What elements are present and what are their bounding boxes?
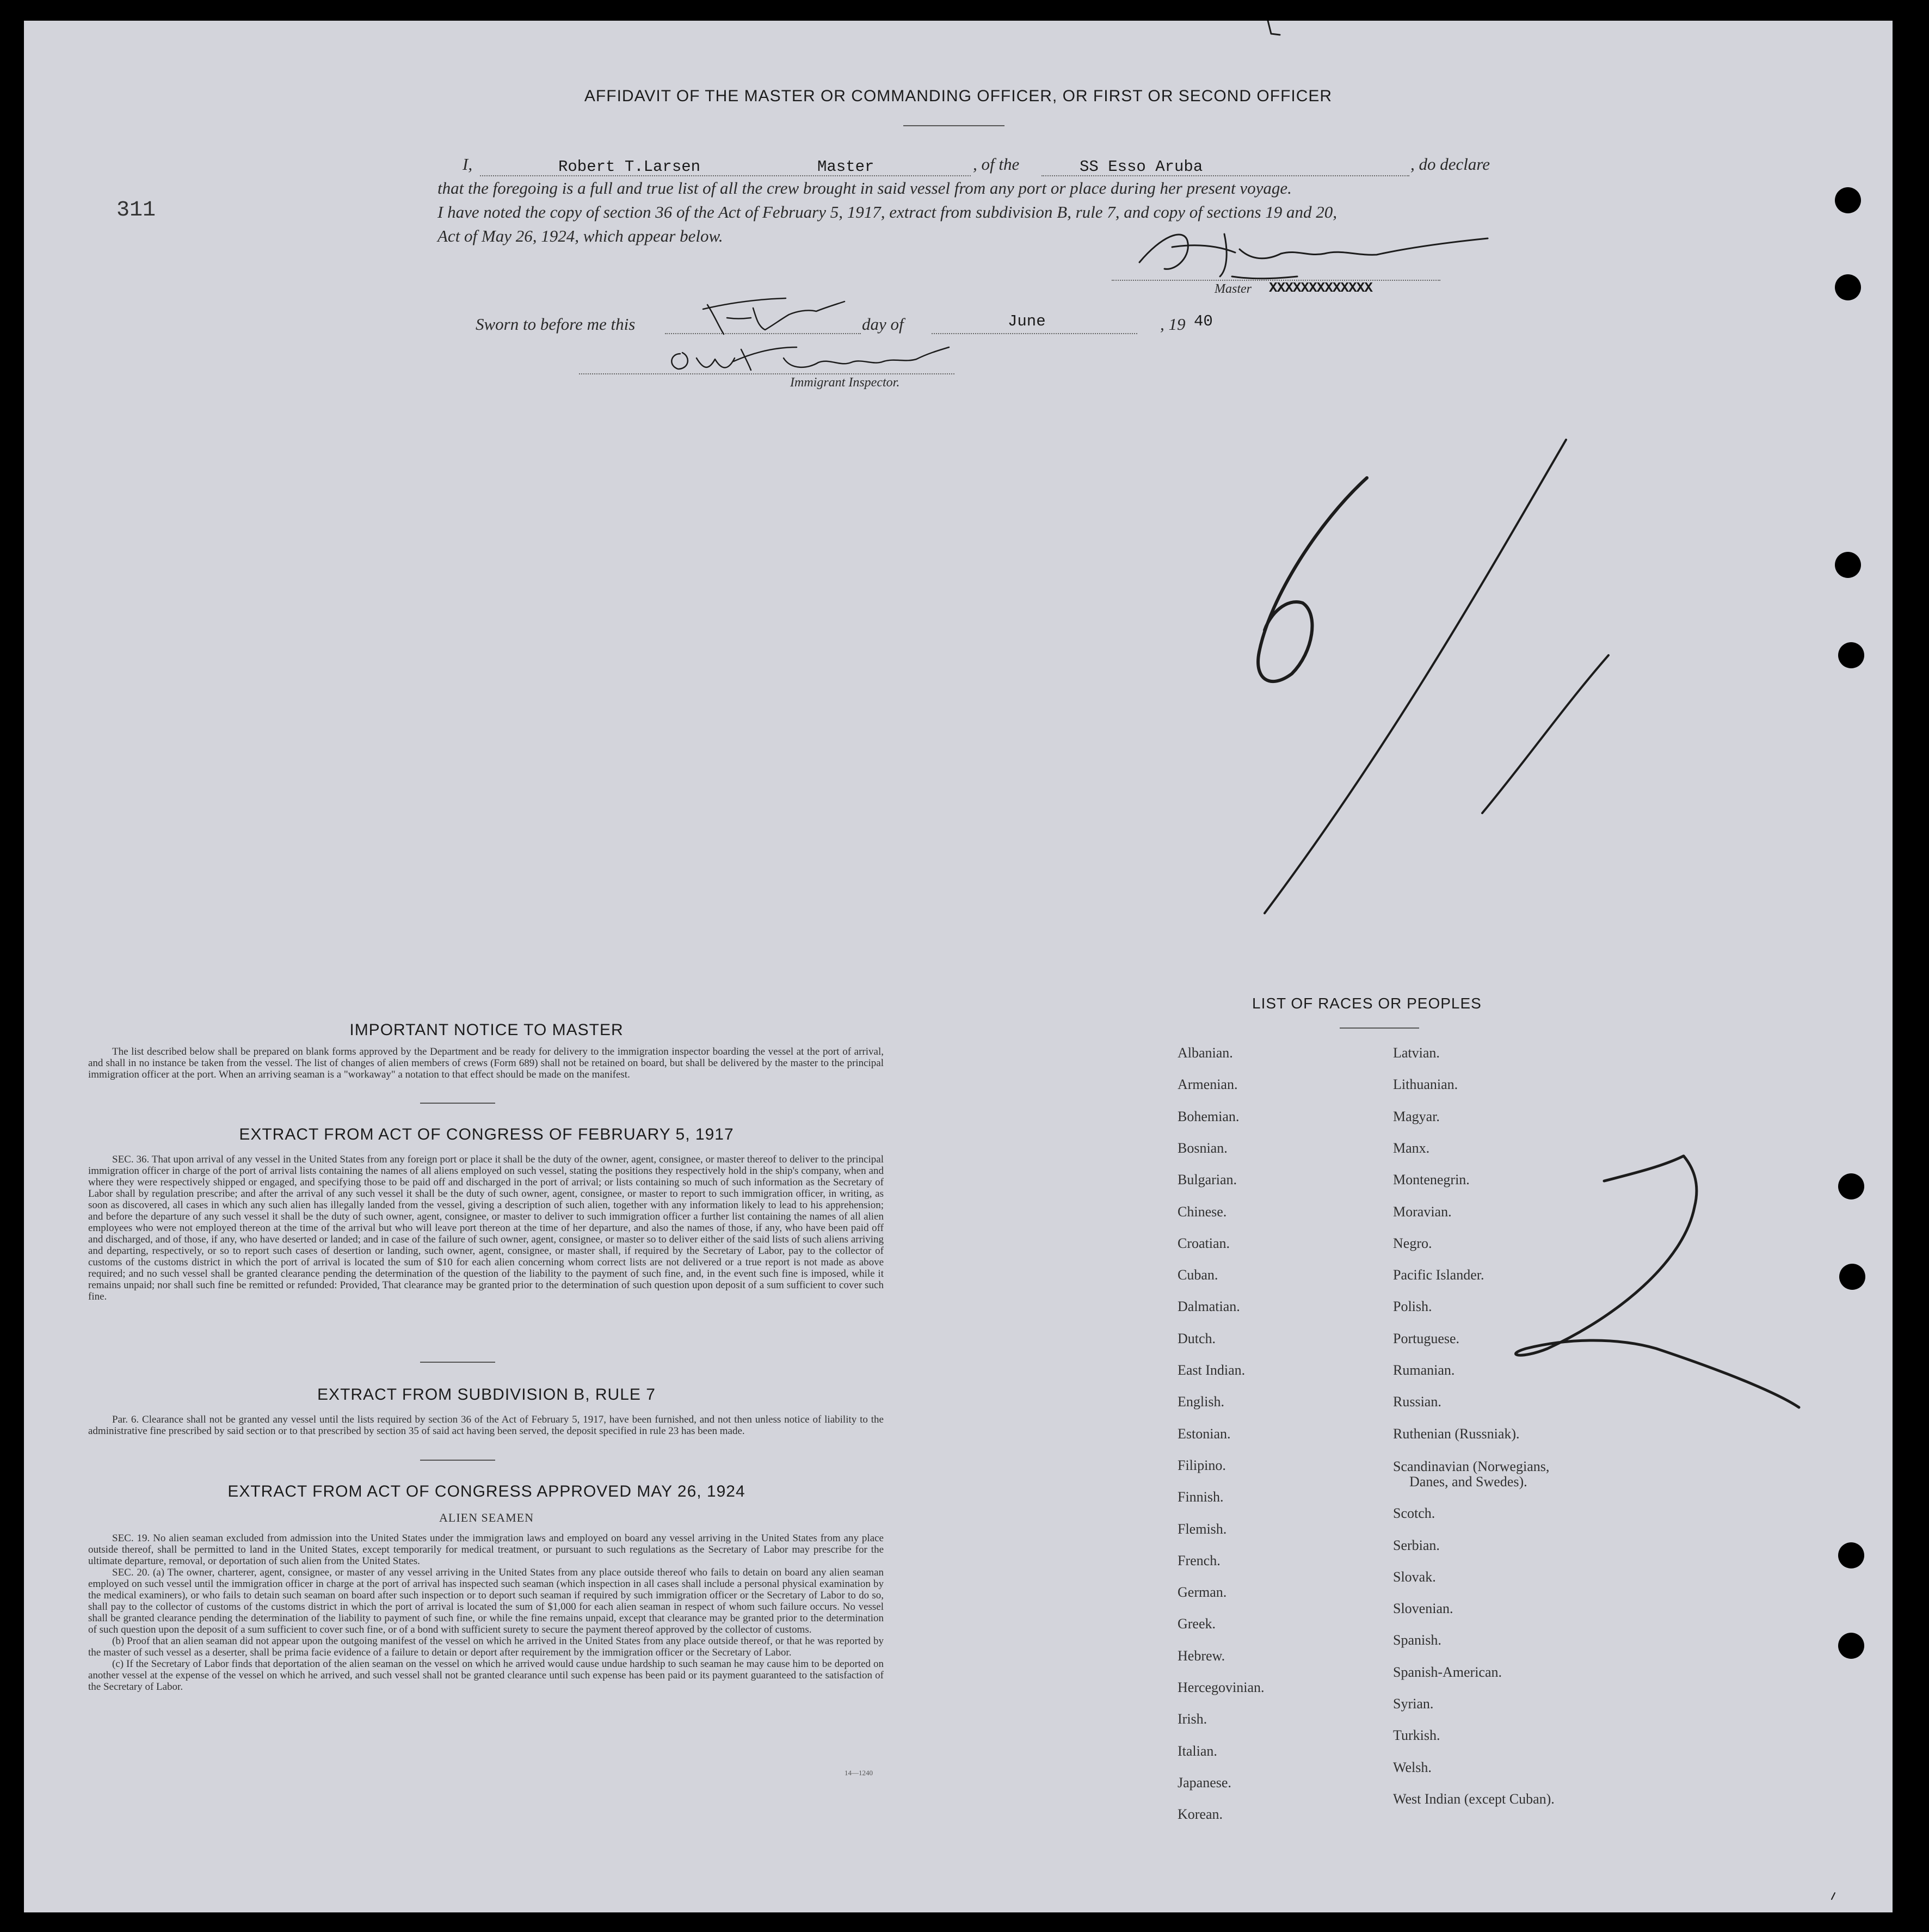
race-item: Spanish-American. bbox=[1393, 1664, 1502, 1680]
punch-hole bbox=[1835, 187, 1861, 213]
master-rank: Master bbox=[817, 158, 874, 176]
i-label: I, bbox=[463, 155, 473, 174]
inspector-caption: Immigrant Inspector. bbox=[790, 376, 900, 390]
race-item: Scotch. bbox=[1393, 1505, 1435, 1522]
handwritten-6 bbox=[1258, 478, 1367, 681]
declaration-line-2: that the foregoing is a full and true list of all the crew brought in said vessel from any port or place during her present voyage. bbox=[437, 179, 1292, 198]
race-item: Irish. bbox=[1178, 1711, 1207, 1727]
race-item: Russian. bbox=[1393, 1394, 1441, 1410]
declaration-line-4: Act of May 26, 1924, which appear below. bbox=[437, 226, 723, 245]
of-the-label: , of the bbox=[973, 155, 1020, 174]
race-item: Welsh. bbox=[1393, 1759, 1432, 1775]
document-page bbox=[24, 21, 1893, 1912]
race-item: Bohemian. bbox=[1178, 1108, 1240, 1124]
race-item: French. bbox=[1178, 1552, 1221, 1568]
race-item: Negro. bbox=[1393, 1235, 1432, 1251]
race-item: Polish. bbox=[1393, 1299, 1432, 1315]
punch-hole bbox=[1838, 642, 1864, 668]
master-name: Robert T.Larsen bbox=[558, 158, 701, 176]
notice-title: IMPORTANT NOTICE TO MASTER bbox=[349, 1021, 624, 1039]
sec20c-text: (c) If the Secretary of Labor finds that deportation of the alien seaman on the vessel on which he arrived would cause undue hardship to such seaman he may cause him to be deported on another vessel at the expense of the vessel on which he arrived, and such vessel shall not be granted clearance until such expense has been paid or its payment guaranteed to the satisfaction of the Secretary of Labor. bbox=[88, 1658, 884, 1693]
sec20a-text: SEC. 20. (a) The owner, charterer, agent, consignee, or master of any vessel arriving in the United States from any place outside thereof who fails to detain on board any alien seaman employed on such vessel until the immigration officer in charge at the port of arrival has inspected such seaman (which inspection in all cases shall include a personal physical examination by the medical examiners), or who fails to detain such seaman on board after such inspection or to deport such seaman if required by such immigration officer or the Secretary of Labor to do so, shall pay to the collector of customs of the customs district in which the port of arrival is located the sum of $1,000 for each alien seaman in respect of whom such failure occurs. No vessel shall be granted clearance pending the determination of the liability to payment of such fine, or while the fine remains unpaid, except that clearance may be granted prior to the determination of such question upon the deposit of a sum sufficient to cover such fine, or of a bond with sufficient surety to secure the payment thereof approved by the collector of customs. bbox=[88, 1567, 884, 1635]
punch-hole bbox=[1838, 1633, 1864, 1659]
race-item: Bosnian. bbox=[1178, 1140, 1228, 1156]
race-item: West Indian (except Cuban). bbox=[1393, 1791, 1555, 1807]
handwritten-1 bbox=[1482, 655, 1608, 813]
sworn-label: Sworn to before me this bbox=[476, 315, 636, 334]
race-item: Korean. bbox=[1178, 1806, 1223, 1823]
race-item: Turkish. bbox=[1393, 1727, 1440, 1744]
master-caption: Master bbox=[1215, 282, 1252, 296]
races-title: LIST OF RACES OR PEOPLES bbox=[1252, 995, 1482, 1012]
punch-hole bbox=[1839, 1264, 1865, 1290]
sworn-month: June bbox=[1008, 312, 1046, 330]
page-mark: 311 bbox=[116, 198, 156, 223]
race-item: Danes, and Swedes). bbox=[1409, 1473, 1527, 1490]
race-item: Lithuanian. bbox=[1393, 1076, 1458, 1093]
struck-title: XXXXXXXXXXXXX bbox=[1269, 280, 1372, 296]
punch-hole bbox=[1835, 552, 1861, 578]
race-item: Estonian. bbox=[1178, 1425, 1231, 1442]
race-item: Rumanian. bbox=[1393, 1362, 1455, 1378]
extract-1924-title: EXTRACT FROM ACT OF CONGRESS APPROVED MAY 26, 1924 bbox=[227, 1482, 745, 1500]
form-number: 14—1240 bbox=[845, 1769, 873, 1777]
top-mark bbox=[1268, 21, 1280, 35]
affidavit-title: AFFIDAVIT OF THE MASTER OR COMMANDING OFFICER, OR FIRST OR SECOND OFFICER bbox=[584, 87, 1333, 105]
race-item: Albanian. bbox=[1178, 1045, 1233, 1061]
inspector-signature bbox=[671, 347, 949, 370]
race-item: Pacific Islander. bbox=[1393, 1267, 1484, 1283]
race-item: Latvian. bbox=[1393, 1045, 1440, 1061]
race-item: German. bbox=[1178, 1584, 1227, 1601]
race-item: Finnish. bbox=[1178, 1489, 1224, 1505]
race-item: Dutch. bbox=[1178, 1330, 1216, 1346]
race-item: English. bbox=[1178, 1394, 1224, 1410]
corner-mark bbox=[1832, 1893, 1835, 1899]
rule7-title: EXTRACT FROM SUBDIVISION B, RULE 7 bbox=[317, 1386, 656, 1404]
race-item: Montenegrin. bbox=[1393, 1172, 1470, 1188]
race-item: Flemish. bbox=[1178, 1521, 1227, 1537]
race-item: Japanese. bbox=[1178, 1774, 1231, 1791]
punch-hole bbox=[1838, 1542, 1864, 1568]
race-item: Manx. bbox=[1393, 1140, 1430, 1156]
race-item: Moravian. bbox=[1393, 1203, 1452, 1220]
sec19-text: SEC. 19. No alien seaman excluded from admission into the United States under the immigration laws and employed on board any vessel arriving in the United States from any place outside thereof, shall be permitted to land in the United States, except temporarily for medical treatment, or pursuant to such regulations as the Secretary of Labor may prescribe for the ultimate departure, removal, or deportation of such alien from the United States. bbox=[88, 1533, 884, 1567]
race-item: Cuban. bbox=[1178, 1267, 1218, 1283]
vessel-name: SS Esso Aruba bbox=[1080, 158, 1203, 176]
declaration-line-3: I have noted the copy of section 36 of the Act of February 5, 1917, extract from subdivision B, rule 7, and copy of sections 19 and 20, bbox=[437, 202, 1338, 221]
race-item: Hebrew. bbox=[1178, 1647, 1225, 1664]
punch-hole bbox=[1835, 274, 1861, 300]
race-item: Hercegovinian. bbox=[1178, 1679, 1265, 1695]
race-item: Ruthenian (Russniak). bbox=[1393, 1425, 1520, 1442]
notice-text: The list described below shall be prepared on blank forms approved by the Department and be ready for delivery to the immigration inspector boarding the vessel at the port of arrival, and shall in no instance be taken from the vessel. The list of changes of alien members of crews (Form 689) shall not be retained on board, but shall be delivered by the master to the principal immigration officer at the port. When an arriving seaman is a "workaway" a notation to that effect should be made on the manifest. bbox=[88, 1046, 884, 1080]
race-item: Syrian. bbox=[1393, 1696, 1434, 1712]
extract-1917-text: SEC. 36. That upon arrival of any vessel in the United States from any foreign port or place it shall be the duty of the owner, agent, consignee, or master thereof to deliver to the principal immigration officer in charge of the port of arrival lists containing the names of all aliens employed on such vessel, stating the positions they respectively hold in the ship's company, when and where they were respectively shipped or engaged, and specifying those to be paid off and discharged in the port of arrival; or lists containing so much of such information as the Secretary of Labor shall by regulation prescribe; and after the arrival of any such vessel it shall be the duty of such owner, agent, consignee, or master to report to such immigration officer, in writing, as soon as discovered, all cases in which any such alien has illegally landed from the vessel, giving a description of such alien, together with any information likely to lead to his apprehension; and before the departure of any such vessel it shall be the duty of such owner, agent, consignee, or master to deliver to such immigration officer a further list containing the names of all alien employees who were not employed thereon at the time of the arrival but who will leave port thereon at the time of her departure, and also the names of those, if any, who have been paid off and discharged, and of those, if any, who have deserted or landed; and in case of the failure of such owner, agent, consignee, or master so to deliver either of the said lists of such aliens arriving and departing, respectively, or so to report such cases of desertion or landing, such owner, agent, consignee, or master shall, if required by the Secretary of Labor, pay to the collector of customs of the customs district in which the port of arrival is located the sum of $10 for each alien concerning whom correct lists are not delivered or a true report is not made as above required; and no such vessel shall be granted clearance pending the determination of the question of the liability to the payment of such fine, and, in the event such fine is imposed, while it remains unpaid; nor shall such fine be remitted or refunded: Provided, That clearance may be granted prior to the determination of such question upon deposit of a sum sufficient to cover such fine. bbox=[88, 1154, 884, 1302]
master-signature bbox=[1139, 234, 1488, 279]
race-item: Serbian. bbox=[1393, 1537, 1440, 1553]
race-item: Spanish. bbox=[1393, 1632, 1441, 1648]
race-item: Slovenian. bbox=[1393, 1601, 1453, 1617]
alien-seamen-subtitle: ALIEN SEAMEN bbox=[439, 1511, 534, 1524]
race-item: Greek. bbox=[1178, 1616, 1216, 1632]
race-item: Dalmatian. bbox=[1178, 1299, 1240, 1315]
race-item: Chinese. bbox=[1178, 1203, 1227, 1220]
race-item: East Indian. bbox=[1178, 1362, 1246, 1378]
race-item: Croatian. bbox=[1178, 1235, 1230, 1251]
sec20b-text: (b) Proof that an alien seaman did not appear upon the outgoing manifest of the vessel on which he arrived in the United States from any place outside thereof, or that he was reported by the master of such vessel as a deserter, shall be prima facie evidence of a failure to detain or deport after requirement by the immigration officer or the Secretary of Labor. bbox=[88, 1635, 884, 1658]
punch-hole bbox=[1838, 1173, 1864, 1199]
sworn-year: 40 bbox=[1194, 312, 1213, 330]
handwriting-layer bbox=[24, 21, 1893, 1912]
race-item: Magyar. bbox=[1393, 1108, 1440, 1124]
rule7-text: Par. 6. Clearance shall not be granted any vessel until the lists required by section 36 of the Act of February 5, 1917, have been furnished, and not then unless notice of liability to the administrative fine prescribed by said section or to that prescribed by section 35 of said act having been served, the deposit specified in rule 23 has been made. bbox=[88, 1414, 884, 1437]
race-item: Portuguese. bbox=[1393, 1330, 1460, 1346]
day-handwriting bbox=[703, 298, 845, 334]
day-of-label: day of bbox=[862, 315, 904, 334]
race-item: Scandinavian (Norwegians, bbox=[1393, 1458, 1550, 1474]
year-prefix: , 19 bbox=[1160, 315, 1186, 334]
race-item: Italian. bbox=[1178, 1743, 1217, 1759]
race-item: Bulgarian. bbox=[1178, 1172, 1237, 1188]
handwritten-slash bbox=[1265, 440, 1566, 913]
race-item: Slovak. bbox=[1393, 1568, 1436, 1585]
race-item: Armenian. bbox=[1178, 1076, 1238, 1093]
do-declare-label: , do declare bbox=[1410, 155, 1490, 174]
handwritten-2 bbox=[1515, 1156, 1799, 1407]
race-item: Filipino. bbox=[1178, 1457, 1226, 1473]
extract-1917-title: EXTRACT FROM ACT OF CONGRESS OF FEBRUARY 5, 1917 bbox=[239, 1125, 734, 1143]
